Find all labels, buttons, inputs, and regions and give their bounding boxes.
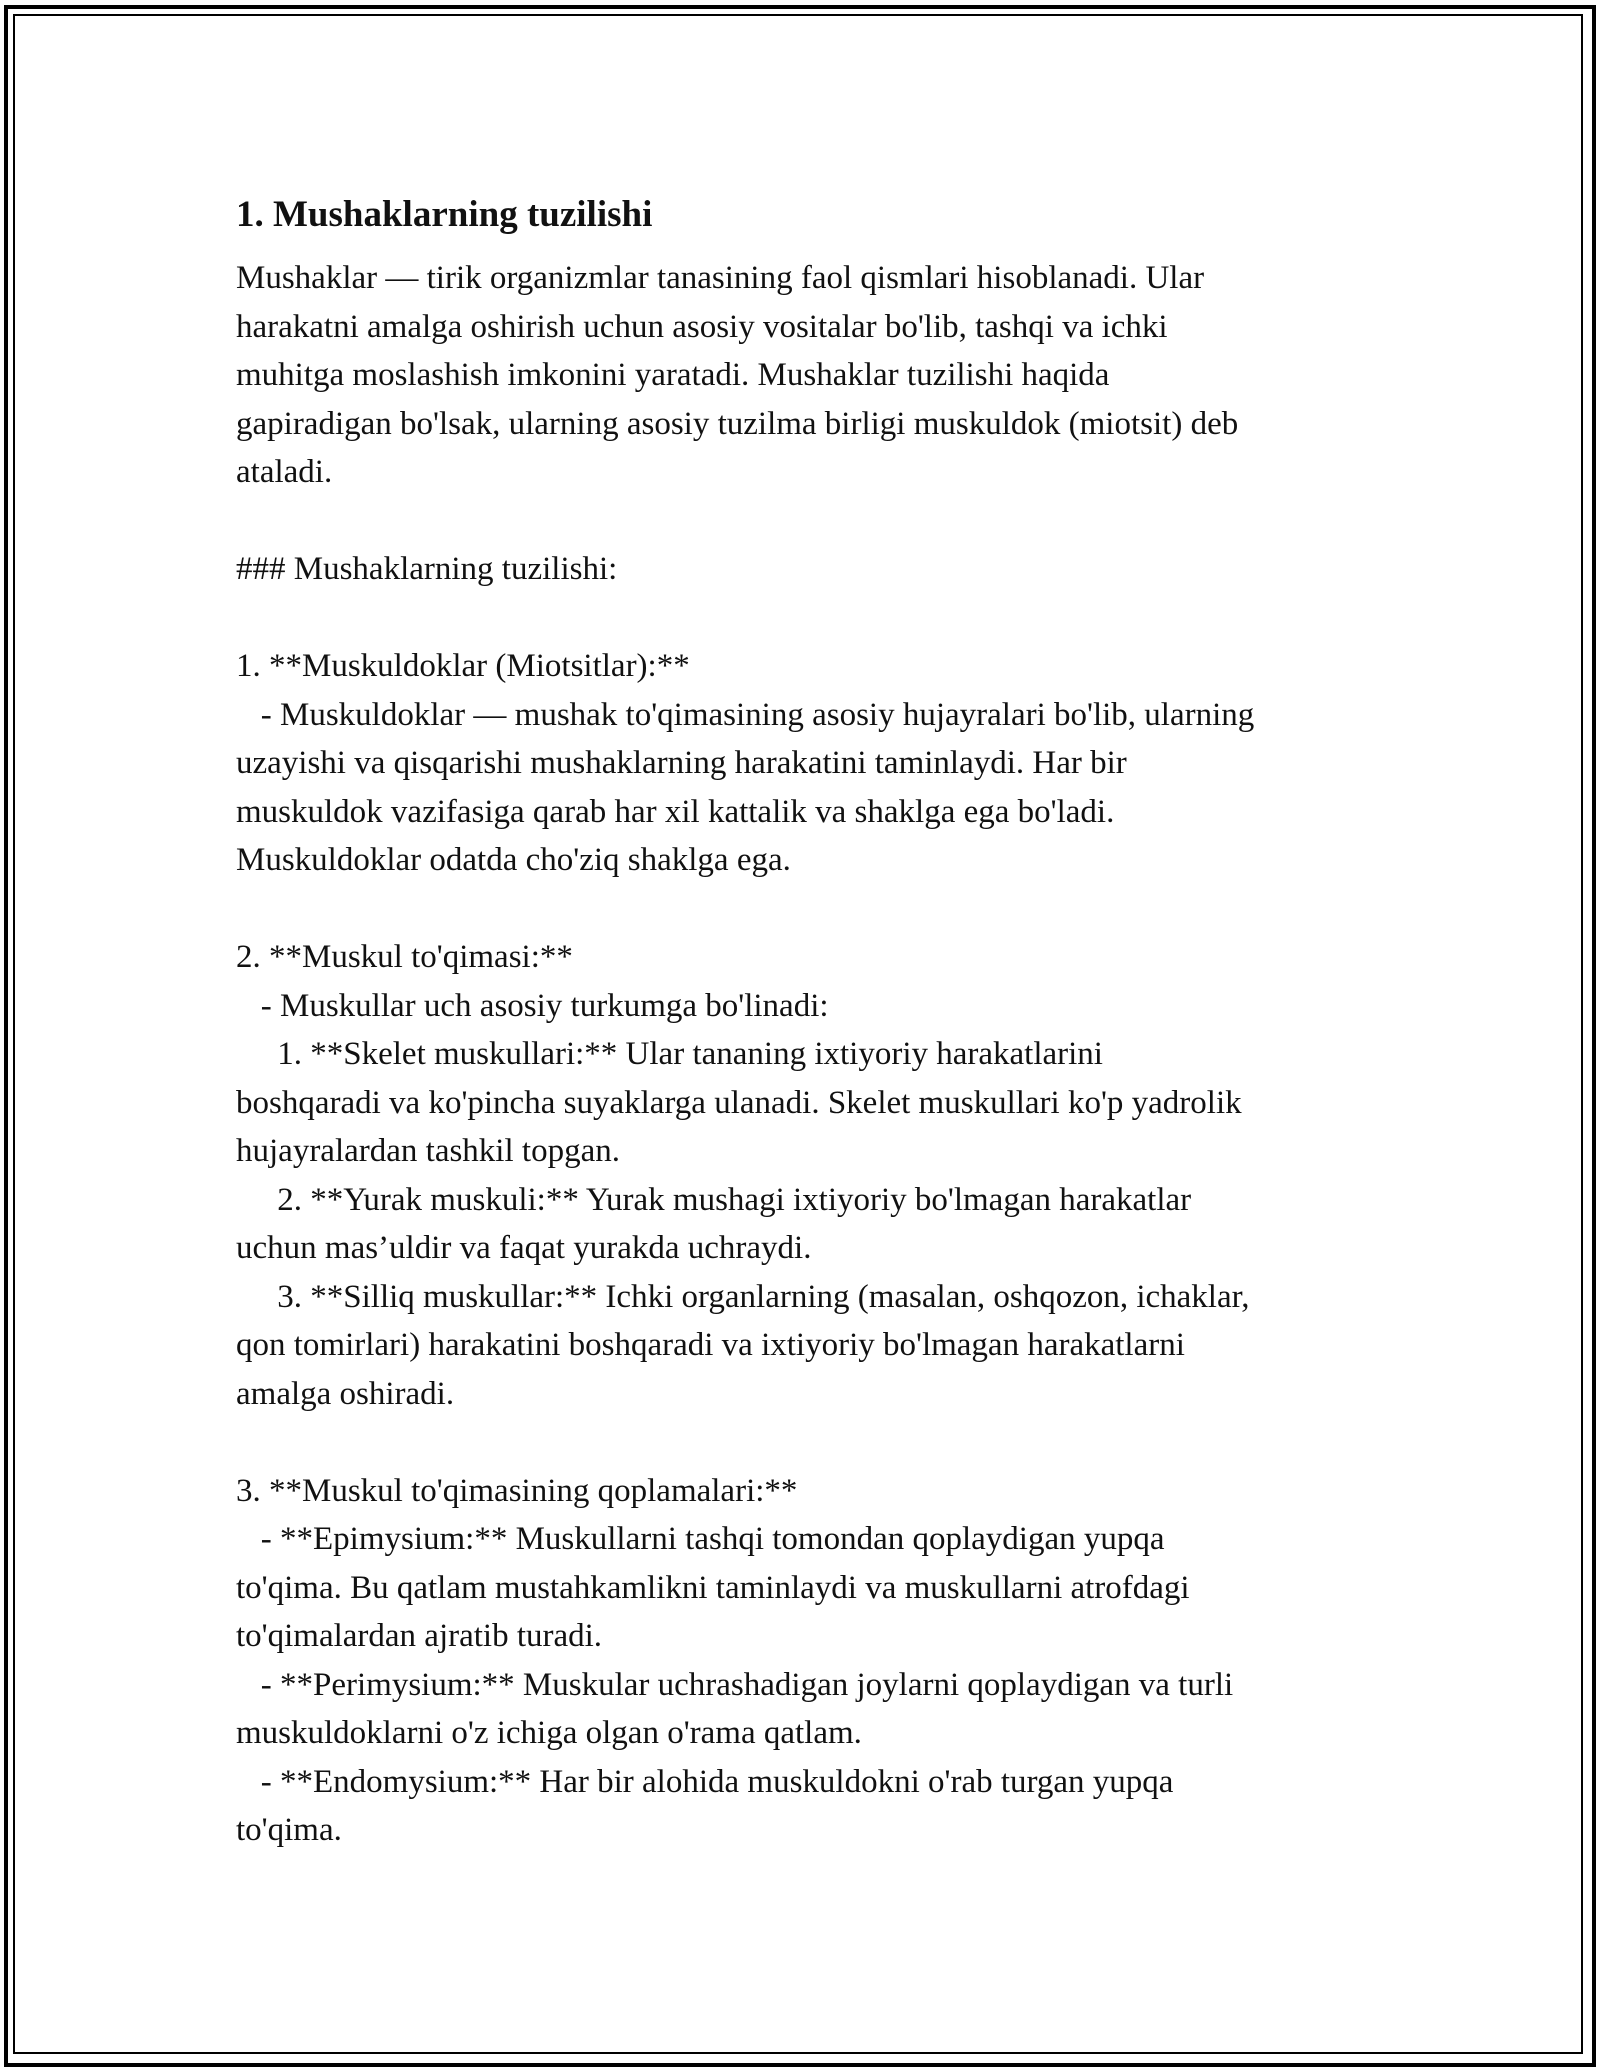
section-line: amalga oshiradi.	[236, 1375, 455, 1412]
blank-line	[236, 594, 1376, 643]
section-line: uzayishi va qisqarishi mushaklarning harakatini taminlaydi. Har bir	[236, 745, 1127, 781]
section-line: boshqaradi va ko'pincha suyaklarga ulanadi. Skelet muskullari ko'p yadrolik	[236, 1084, 1242, 1121]
intro-line: muhitga moslashish imkonini yaratadi. Mushaklar tuzilishi haqida	[236, 357, 1110, 393]
page-title: 1. Mushaklarning tuzilishi	[236, 194, 653, 235]
section-line: to'qima.	[236, 1812, 342, 1848]
intro-line: Mushaklar — tirik organizmlar tanasining faol qismlari hisoblanadi. Ular	[236, 260, 1205, 296]
intro-line: gapiradigan bo'lsak, ularning asosiy tuzilma birligi muskuldok (miotsit) deb	[236, 405, 1239, 442]
blank-line	[236, 1418, 1376, 1467]
section-line: 3. **Silliq muskullar:** Ichki organlarning (masalan, oshqozon, ichaklar,	[236, 1278, 1250, 1315]
document-body	[236, 183, 1376, 1855]
section-line: to'qimalardan ajratib turadi.	[236, 1618, 603, 1654]
section-line: qon tomirlari) harakatini boshqaradi va ixtiyoriy bo'lmagan harakatlarni	[236, 1327, 1185, 1363]
section-line: - **Epimysium:** Muskullarni tashqi tomondan qoplaydigan yupqa	[236, 1521, 1165, 1557]
section-line: - Muskuldoklar — mushak to'qimasining asosiy hujayralari bo'lib, ularning	[236, 696, 1255, 733]
intro-line: ataladi.	[236, 454, 333, 490]
section-line: muskuldok vazifasiga qarab har xil kattalik va shaklga ega bo'ladi.	[236, 793, 1115, 830]
blank-line	[236, 497, 1376, 546]
section-muskuldoklar	[236, 642, 1376, 885]
section-line: muskuldoklarni o'z ichiga olgan o'rama qatlam.	[236, 1715, 862, 1751]
subheading: ### Mushaklarning tuzilishi:	[236, 551, 618, 587]
section-title: 3. **Muskul to'qimasining qoplamalari:**	[236, 1472, 798, 1509]
section-line: - Muskullar uch asosiy turkumga bo'linadi:	[236, 987, 829, 1024]
section-line: - **Perimysium:** Muskular uchrashadigan joylarni qoplaydigan va turli	[236, 1666, 1234, 1703]
section-line: - **Endomysium:** Har bir alohida muskuldokni o'rab turgan yupqa	[236, 1763, 1174, 1800]
section-muskul-toqimasi	[236, 933, 1376, 1418]
section-line: uchun mas’uldir va faqat yurakda uchraydi.	[236, 1230, 812, 1266]
intro-line: harakatni amalga oshirish uchun asosiy vositalar bo'lib, tashqi va ichki	[236, 308, 1168, 345]
section-line: to'qima. Bu qatlam mustahkamlikni taminlaydi va muskullarni atrofdagi	[236, 1569, 1190, 1606]
section-line: 1. **Skelet muskullari:** Ular tananing ixtiyoriy harakatlarini	[236, 1036, 1103, 1072]
section-line: hujayralardan tashkil topgan.	[236, 1133, 620, 1169]
section-line: 2. **Yurak muskuli:** Yurak mushagi ixtiyoriy bo'lmagan harakatlar	[236, 1181, 1192, 1218]
section-title: 1. **Muskuldoklar (Miotsitlar):**	[236, 648, 690, 684]
intro-paragraph	[236, 254, 1376, 497]
section-title: 2. **Muskul to'qimasi:**	[236, 939, 573, 975]
blank-line	[236, 885, 1376, 934]
section-line: Muskuldoklar odatda cho'ziq shaklga ega.	[236, 842, 791, 878]
section-qoplamalar	[236, 1467, 1376, 1855]
